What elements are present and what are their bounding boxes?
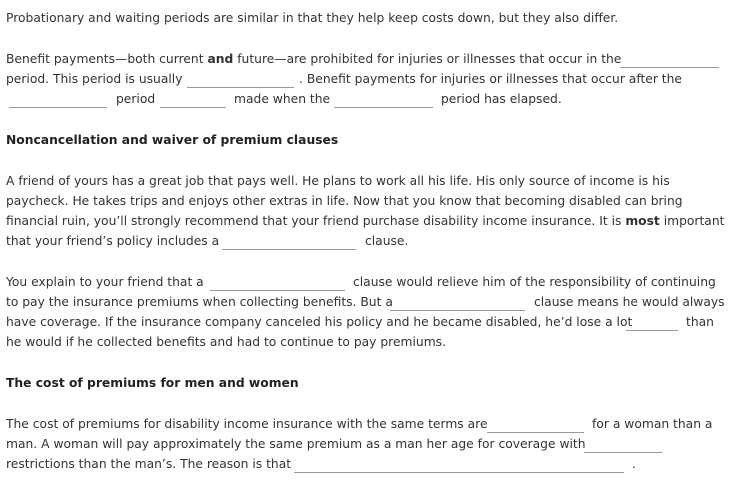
p4-line1-b: for a woman than a [592, 417, 713, 431]
p2-line1: A friend of yours has a great job that pays well. He plans to work all his life. His only source of income is his [6, 174, 670, 188]
p4-line2-a: man. A woman will pay approximately the same premium as a man her age for coverage with [6, 437, 586, 451]
p2-bold-most: most [625, 214, 660, 228]
p2-line2: paycheck. He takes trips and enjoys other extras in life. Now that you know that becoming disabled can bring [6, 194, 683, 208]
p1-text-made-when: made when the [234, 92, 331, 106]
p1-text-c: period. This period is usually [6, 72, 183, 86]
blank-clause-type-3[interactable] [390, 297, 525, 311]
p4-line3-a: restrictions than the man’s. The reason is that [6, 457, 292, 471]
intro-text: Probationary and waiting periods are similar in that they help keep costs down, but they also differ. [6, 11, 619, 25]
p3-line3-b: than [686, 315, 714, 329]
blank-restrictions[interactable] [584, 439, 662, 453]
blank-period-length[interactable] [187, 74, 294, 88]
blank-reason[interactable] [294, 459, 624, 473]
heading-cost-premiums: The cost of premiums for men and women [6, 376, 299, 390]
p1-line1 [6, 51, 621, 67]
blank-loss-amount[interactable] [626, 317, 678, 331]
p1-line2-b: . Benefit payments for injuries or illnesses that occur after the [299, 72, 682, 86]
p3-line1-a: You explain to your friend that a [6, 275, 204, 289]
p3-line1-b: clause would relieve him of the responsibility of continuing [353, 275, 716, 289]
p1-bold-and: and [207, 52, 234, 66]
blank-payments-status[interactable] [160, 94, 226, 108]
p3-line3-a: have coverage. If the insurance company canceled his policy and he became disabled, he’d lose a lot [6, 315, 633, 329]
p4-line3-b: . [632, 457, 636, 471]
blank-premium-comparison[interactable] [487, 419, 584, 433]
p1-text-elapsed: period has elapsed. [441, 92, 562, 106]
p3-line4: he would if he collected benefits and had to continue to pay premiums. [6, 335, 446, 349]
p3-line2-a: to pay the insurance premiums when collecting benefits. But a [6, 295, 393, 309]
p1-line2 [6, 71, 182, 87]
blank-period-type-2[interactable] [9, 94, 107, 108]
p1-text-b: future—are prohibited for injuries or illnesses that occur in the [233, 52, 622, 66]
p2-line3 [6, 213, 724, 229]
p2-line4-b: clause. [365, 234, 409, 248]
blank-period-type-1[interactable] [620, 54, 719, 68]
p3-line2-b: clause means he would always [534, 295, 725, 309]
p4-line1-a: The cost of premiums for disability income insurance with the same terms are [6, 417, 488, 431]
blank-clause-type-2[interactable] [210, 277, 345, 291]
heading-noncancellation: Noncancellation and waiver of premium clauses [6, 133, 339, 147]
p2-text-b: important [659, 214, 725, 228]
p2-text-a: financial ruin, you’ll strongly recommend that your friend purchase disability income insurance. It is [6, 214, 626, 228]
blank-clause-type-1[interactable] [222, 236, 356, 250]
blank-period-type-3[interactable] [334, 94, 433, 108]
p2-line4-a: that your friend’s policy includes a [6, 234, 220, 248]
p1-text-period: period [116, 92, 156, 106]
p1-text-a: Benefit payments—both current [6, 52, 208, 66]
